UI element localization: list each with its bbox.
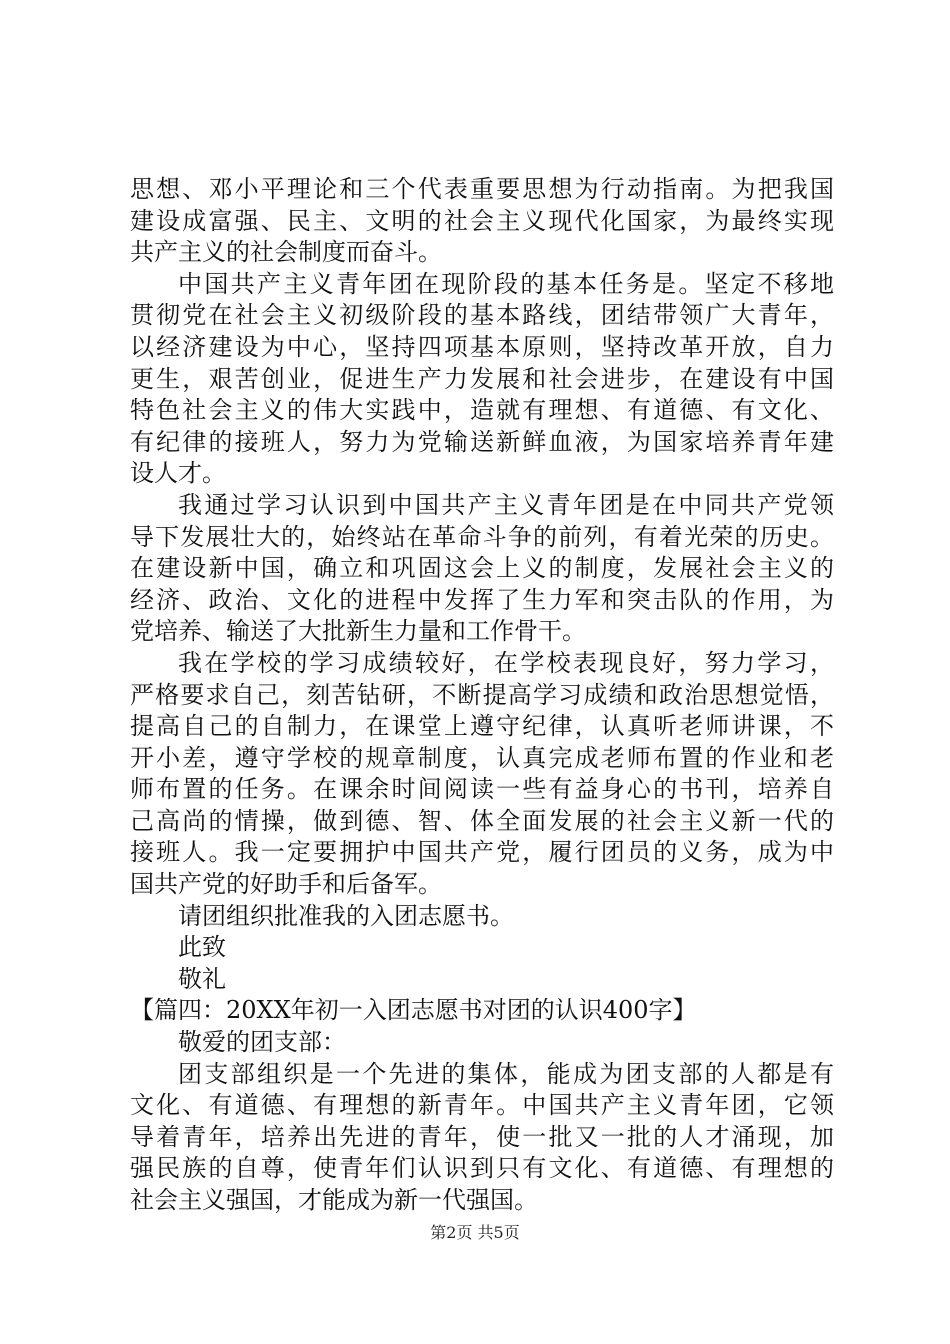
text-line: 导下发展壮大的，始终站在革命斗争的前列，有着光荣的历史。	[130, 522, 834, 551]
text-line: 接班人。我一定要拥护中国共产党，履行团员的义务，成为中	[130, 838, 834, 867]
text-line: 建设成富强、民主、文明的社会主义现代化国家，为最终实现	[130, 206, 834, 235]
paragraph	[130, 269, 834, 490]
text-line: 以经济建设为中心，坚持四项基本原则，坚持改革开放，自力	[130, 332, 834, 361]
paragraph	[130, 1027, 834, 1059]
paragraph	[130, 174, 834, 269]
text-line: 国共产党的好助手和后备军。	[130, 870, 442, 899]
text-line: 在建设新中国，确立和巩固这会上义的制度，发展社会主义的	[130, 554, 834, 583]
text-line: 导着青年，培养出先进的青年，使一批又一批的人才涌现，加	[130, 1122, 834, 1151]
text-line: 社会主义强国，才能成为新一代强国。	[130, 1186, 538, 1214]
text-line: 此致	[178, 933, 226, 962]
text-line: 师布置的任务。在课余时间阅读一些有益身心的书刊，培养自	[130, 775, 834, 804]
paragraph	[130, 995, 834, 1027]
paragraph	[130, 932, 834, 964]
text-line: 贯彻党在社会主义初级阶段的基本路线，团结带领广大青年，	[130, 301, 834, 330]
paragraph	[130, 964, 834, 996]
text-line: 设人才。	[130, 459, 226, 488]
text-line: 共产主义的社会制度而奋斗。	[130, 238, 442, 267]
text-line: 团支部组织是一个先进的集体，能成为团支部的人都是有	[178, 1059, 834, 1088]
text-line: 思想、邓小平理论和三个代表重要思想为行动指南。为把我国	[130, 175, 834, 203]
text-line: 经济、政治、文化的进程中发挥了生力军和突击队的作用，为	[130, 585, 834, 614]
text-line: 严格要求自己，刻苦钻研，不断提高学习成绩和政治思想觉悟，	[130, 680, 834, 709]
paragraph	[130, 648, 834, 901]
paragraph	[130, 490, 834, 648]
text-line: 强民族的自尊，使青年们认识到只有文化、有道德、有理想的	[130, 1154, 834, 1183]
paragraph	[130, 1059, 834, 1217]
text-line: 请团组织批准我的入团志愿书。	[178, 901, 514, 930]
text-line: 提高自己的自制力，在课堂上遵守纪律，认真听老师讲课，不	[130, 712, 834, 741]
text-line: 文化、有道德、有理想的新青年。中国共产主义青年团，它领	[130, 1091, 834, 1120]
text-line: 我通过学习认识到中国共产主义青年团是在中同共产党领	[178, 490, 834, 519]
text-line: 我在学校的学习成绩较好，在学校表现良好，努力学习，	[178, 648, 834, 677]
text-line: 中国共产主义青年团在现阶段的基本任务是。坚定不移地	[178, 269, 834, 298]
text-line: 【篇四：20XX年初一入团志愿书对团的认识400字】	[130, 996, 697, 1025]
text-line: 有纪律的接班人，努力为党输送新鲜血液，为国家培养青年建	[130, 427, 834, 456]
paragraph	[130, 901, 834, 933]
document-body	[130, 174, 834, 1217]
text-line: 己高尚的情操，做到德、智、体全面发展的社会主义新一代的	[130, 806, 834, 835]
text-line: 敬爱的团支部：	[178, 1028, 346, 1057]
text-line: 特色社会主义的伟大实践中，造就有理想、有道德、有文化、	[130, 396, 834, 425]
text-line: 敬礼	[178, 964, 226, 993]
text-line: 更生，艰苦创业，促进生产力发展和社会进步，在建设有中国	[130, 364, 834, 393]
page-number-footer: 第2页 共5页	[430, 1223, 520, 1242]
text-line: 开小差，遵守学校的规章制度，认真完成老师布置的作业和老	[130, 743, 834, 772]
text-line: 党培养、输送了大批新生力量和工作骨干。	[130, 617, 586, 646]
